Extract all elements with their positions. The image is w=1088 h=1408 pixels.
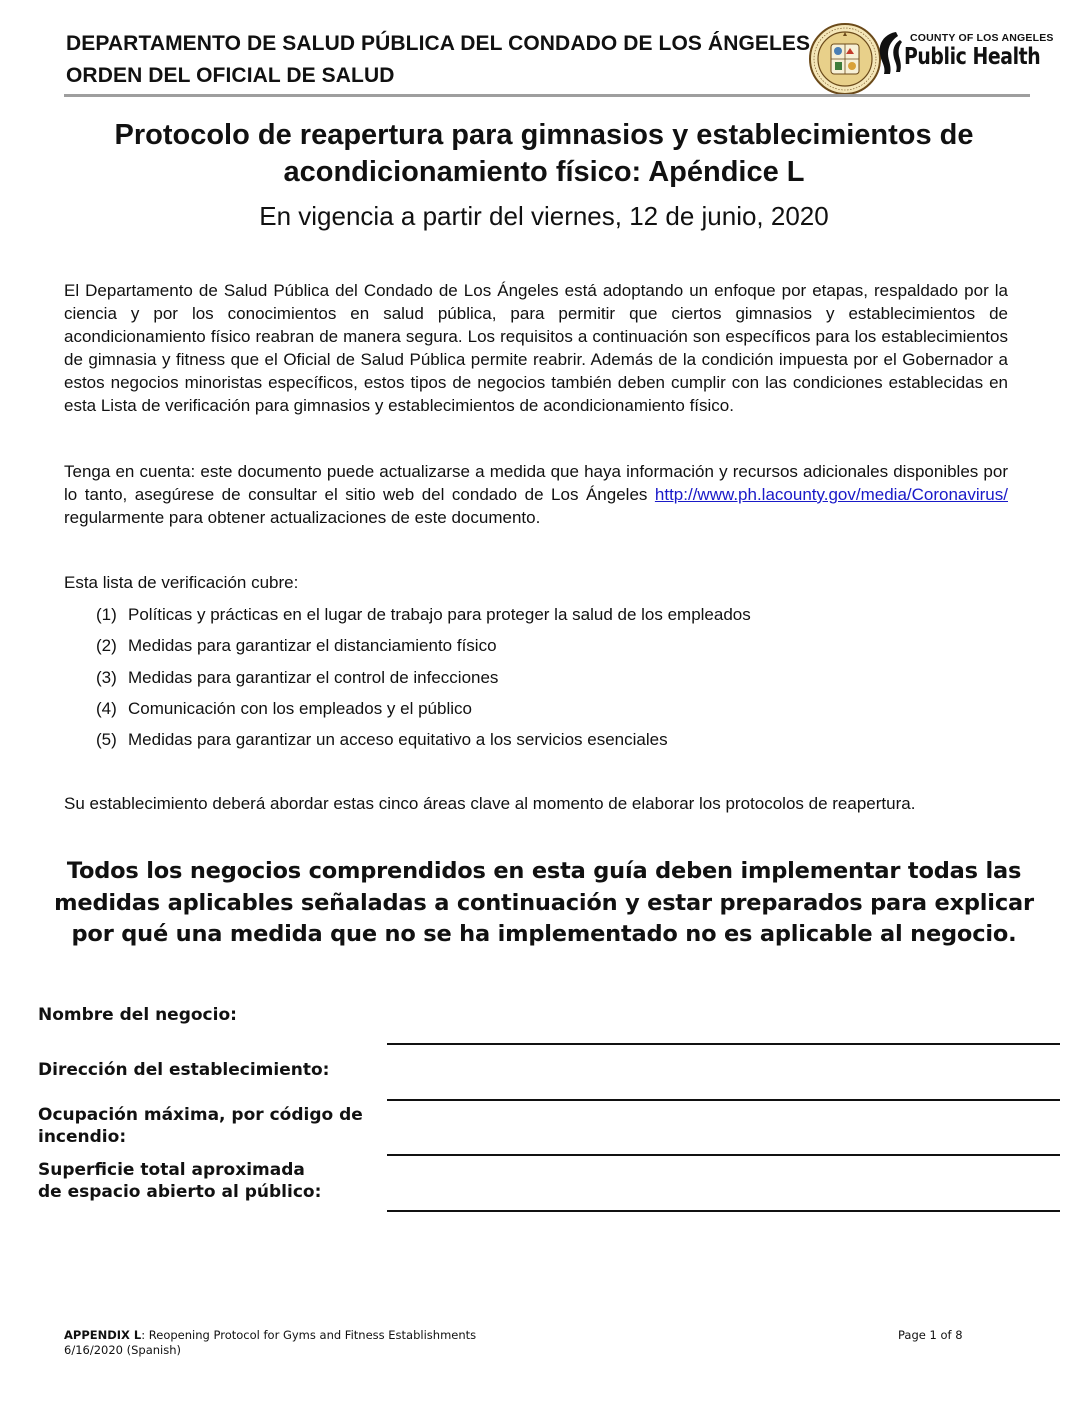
list-item [96,728,751,759]
order-label: ORDEN DEL OFICIAL DE SALUD [66,64,395,87]
document-header [66,28,810,92]
list-item-number: (1) [96,605,117,624]
list-item [96,666,751,697]
footer-appendix-name: : Reopening Protocol for Gyms and Fitness Establishments [141,1328,477,1342]
document-title [40,117,1048,191]
address-field[interactable] [387,1099,1060,1101]
max-occupancy-label-line-2: incendio: [38,1127,127,1147]
floor-area-label [38,1159,321,1203]
coronavirus-info-link[interactable]: http://www.ph.lacounty.gov/media/Coronavirus/ [654,485,1008,504]
county-seal-icon [808,22,882,96]
notice-line-3: por qué una medida que no se ha implementado no es aplicable al negocio. [71,921,1017,947]
list-item-text: Medidas para garantizar el control de infecciones [128,667,499,687]
list-item-text: Medidas para garantizar un acceso equitativo a los servicios esenciales [128,730,668,750]
page-number: Page 1 of 8 [898,1328,963,1342]
checklist [96,603,751,759]
list-item-text: Medidas para garantizar el distanciamiento físico [128,636,497,656]
note-paragraph [64,460,1008,529]
list-item-text: Políticas y prácticas en el lugar de trabajo para proteger la salud de los empleados [128,605,751,624]
list-item-number: (3) [96,667,117,687]
business-name-label: Nombre del negocio: [38,1005,237,1025]
public-health-logo [874,30,1054,72]
checklist-intro: Esta lista de verificación cubre: [64,573,299,592]
effective-date: En vigencia a partir del viernes, 12 de junio, 2020 [259,201,829,231]
intro-paragraph: El Departamento de Salud Pública del Condado de Los Ángeles está adoptando un enfoque por etapas, respaldado por la ciencia y por los conocimientos en salud pública, para permitir que ciertos gimnasios y establecimientos de acondicionamiento físico reabran de manera segura. Los requisitos a continuación son específicos para los establecimientos de gimnasia y fitness que el Oficial de Salud Pública permite reabrir. Además de la condición impuesta por el Gobernador a estos negocios minoristas específicos, estos tipos de negocios también deben cumplir con las condiciones establecidas en esta Lista de verificación para gimnasios y establecimientos de acondicionamiento físico. [64,281,1008,415]
requirements-notice [40,856,1048,951]
list-item [96,697,751,728]
list-item-number: (4) [96,698,117,718]
list-item-number: (2) [96,636,117,656]
title-line-2: acondicionamiento físico: Apéndice L [283,156,805,188]
department-name: DEPARTAMENTO DE SALUD PÚBLICA DEL CONDADO DE LOS ÁNGELES [66,32,811,55]
list-item [96,634,751,665]
floor-area-label-line-2: de espacio abierto al público: [38,1182,322,1202]
logo-public-health-text: Public Health [904,44,1041,70]
note-text-before: Tenga en cuenta: este documento puede actualizarse a medida que haya información y recursos adicionales disponibles por lo tanto, asegúrese de consultar el sitio web del condado de Los Ángeles [64,462,1008,504]
floor-area-field[interactable] [387,1210,1060,1212]
max-occupancy-field[interactable] [387,1154,1060,1156]
max-occupancy-label [38,1104,363,1148]
document-footer [64,1328,476,1358]
title-line-1: Protocolo de reapertura para gimnasios y establecimientos de [114,119,974,151]
max-occupancy-label-line-1: Ocupación máxima, por código de [38,1105,363,1125]
footer-appendix-title [64,1328,476,1343]
business-name-field[interactable] [387,1043,1060,1045]
closing-sentence: Su establecimiento deberá abordar estas cinco áreas clave al momento de elaborar los protocolos de reapertura. [64,794,916,813]
list-item-number: (5) [96,730,117,750]
header-divider [64,94,1030,97]
address-label: Dirección del establecimiento: [38,1060,330,1080]
public-health-mark-icon [874,30,904,76]
floor-area-label-line-1: Superficie total aproximada [38,1160,305,1180]
notice-line-2: medidas aplicables señaladas a continuación y estar preparados para explicar [54,889,1034,916]
list-item [96,603,751,634]
footer-date: 6/16/2020 (Spanish) [64,1343,182,1357]
logo-county-text: COUNTY OF LOS ANGELES [910,32,1054,44]
note-text-after: regularmente para obtener actualizaciones de este documento. [64,508,541,527]
list-item-text: Comunicación con los empleados y el público [128,698,472,718]
footer-appendix-label: APPENDIX L [64,1328,142,1342]
notice-line-1: Todos los negocios comprendidos en esta guía deben implementar todas las [66,858,1022,884]
